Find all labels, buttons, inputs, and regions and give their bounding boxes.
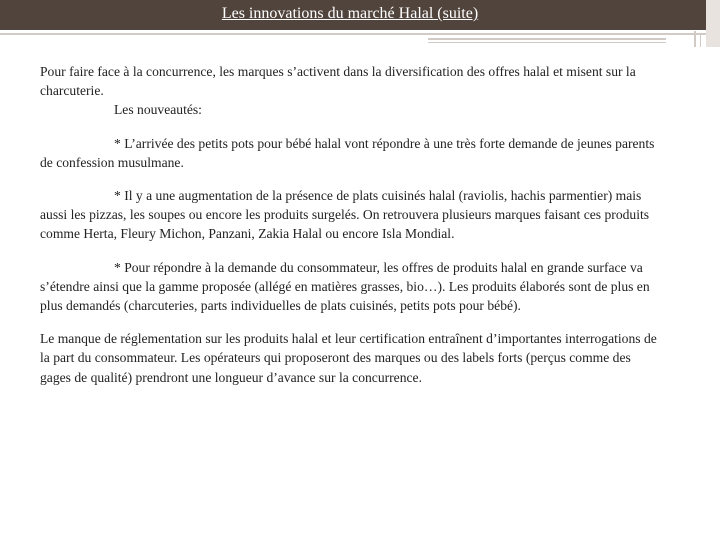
decorative-line [428,42,666,43]
decorative-corner [706,0,720,47]
nouveautes-label: Les nouveautés: [114,102,202,118]
decorative-line [0,33,720,35]
bullet-paragraph-ready-meals: * Il y a une augmentation de la présence de plats cuisinés halal (raviolis, hachis parmentier) mais aussi les pizzas, les soupes ou encore les produits surgelés. On retrouvera plusieurs marques faisant ces produits comme Herta, Fleury Michon, Panzani, Zakia Halal ou encore Isla Mondial. [40,188,650,242]
title-bar [0,0,720,30]
decorative-line [700,35,701,47]
intro-paragraph: Pour faire face à la concurrence, les marques s’activent dans la diversification des offres halal et misent sur la charcuterie. [40,64,636,99]
decorative-line [694,31,696,47]
slide-body [40,62,665,387]
bullet-paragraph-baby-food: * L’arrivée des petits pots pour bébé halal vont répondre à une très forte demande de jeunes parents de confession musulmane. [40,135,655,170]
slide-title: Les innovations du marché Halal (suite) [221,5,479,22]
decorative-line [428,38,666,40]
bullet-paragraph-retail-offer: * Pour répondre à la demande du consommateur, les offres de produits halal en grande surface va s’étendre ainsi que la gamme proposée (allégé en matières grasses, bio…). Les produits élaborés sont de plus en plus demandés (charcuteries, parts individuelles de plats cuisinés, petits pots pour bébé). [40,259,650,314]
conclusion-paragraph: Le manque de réglementation sur les produits halal et leur certification entraînent d’importantes interrogations de la part du consommateur. Les opérateurs qui proposeront des marques ou des labels forts (perçus comme des gages de qualité) prendront une longueur d’avance sur la concurrence. [40,331,657,385]
